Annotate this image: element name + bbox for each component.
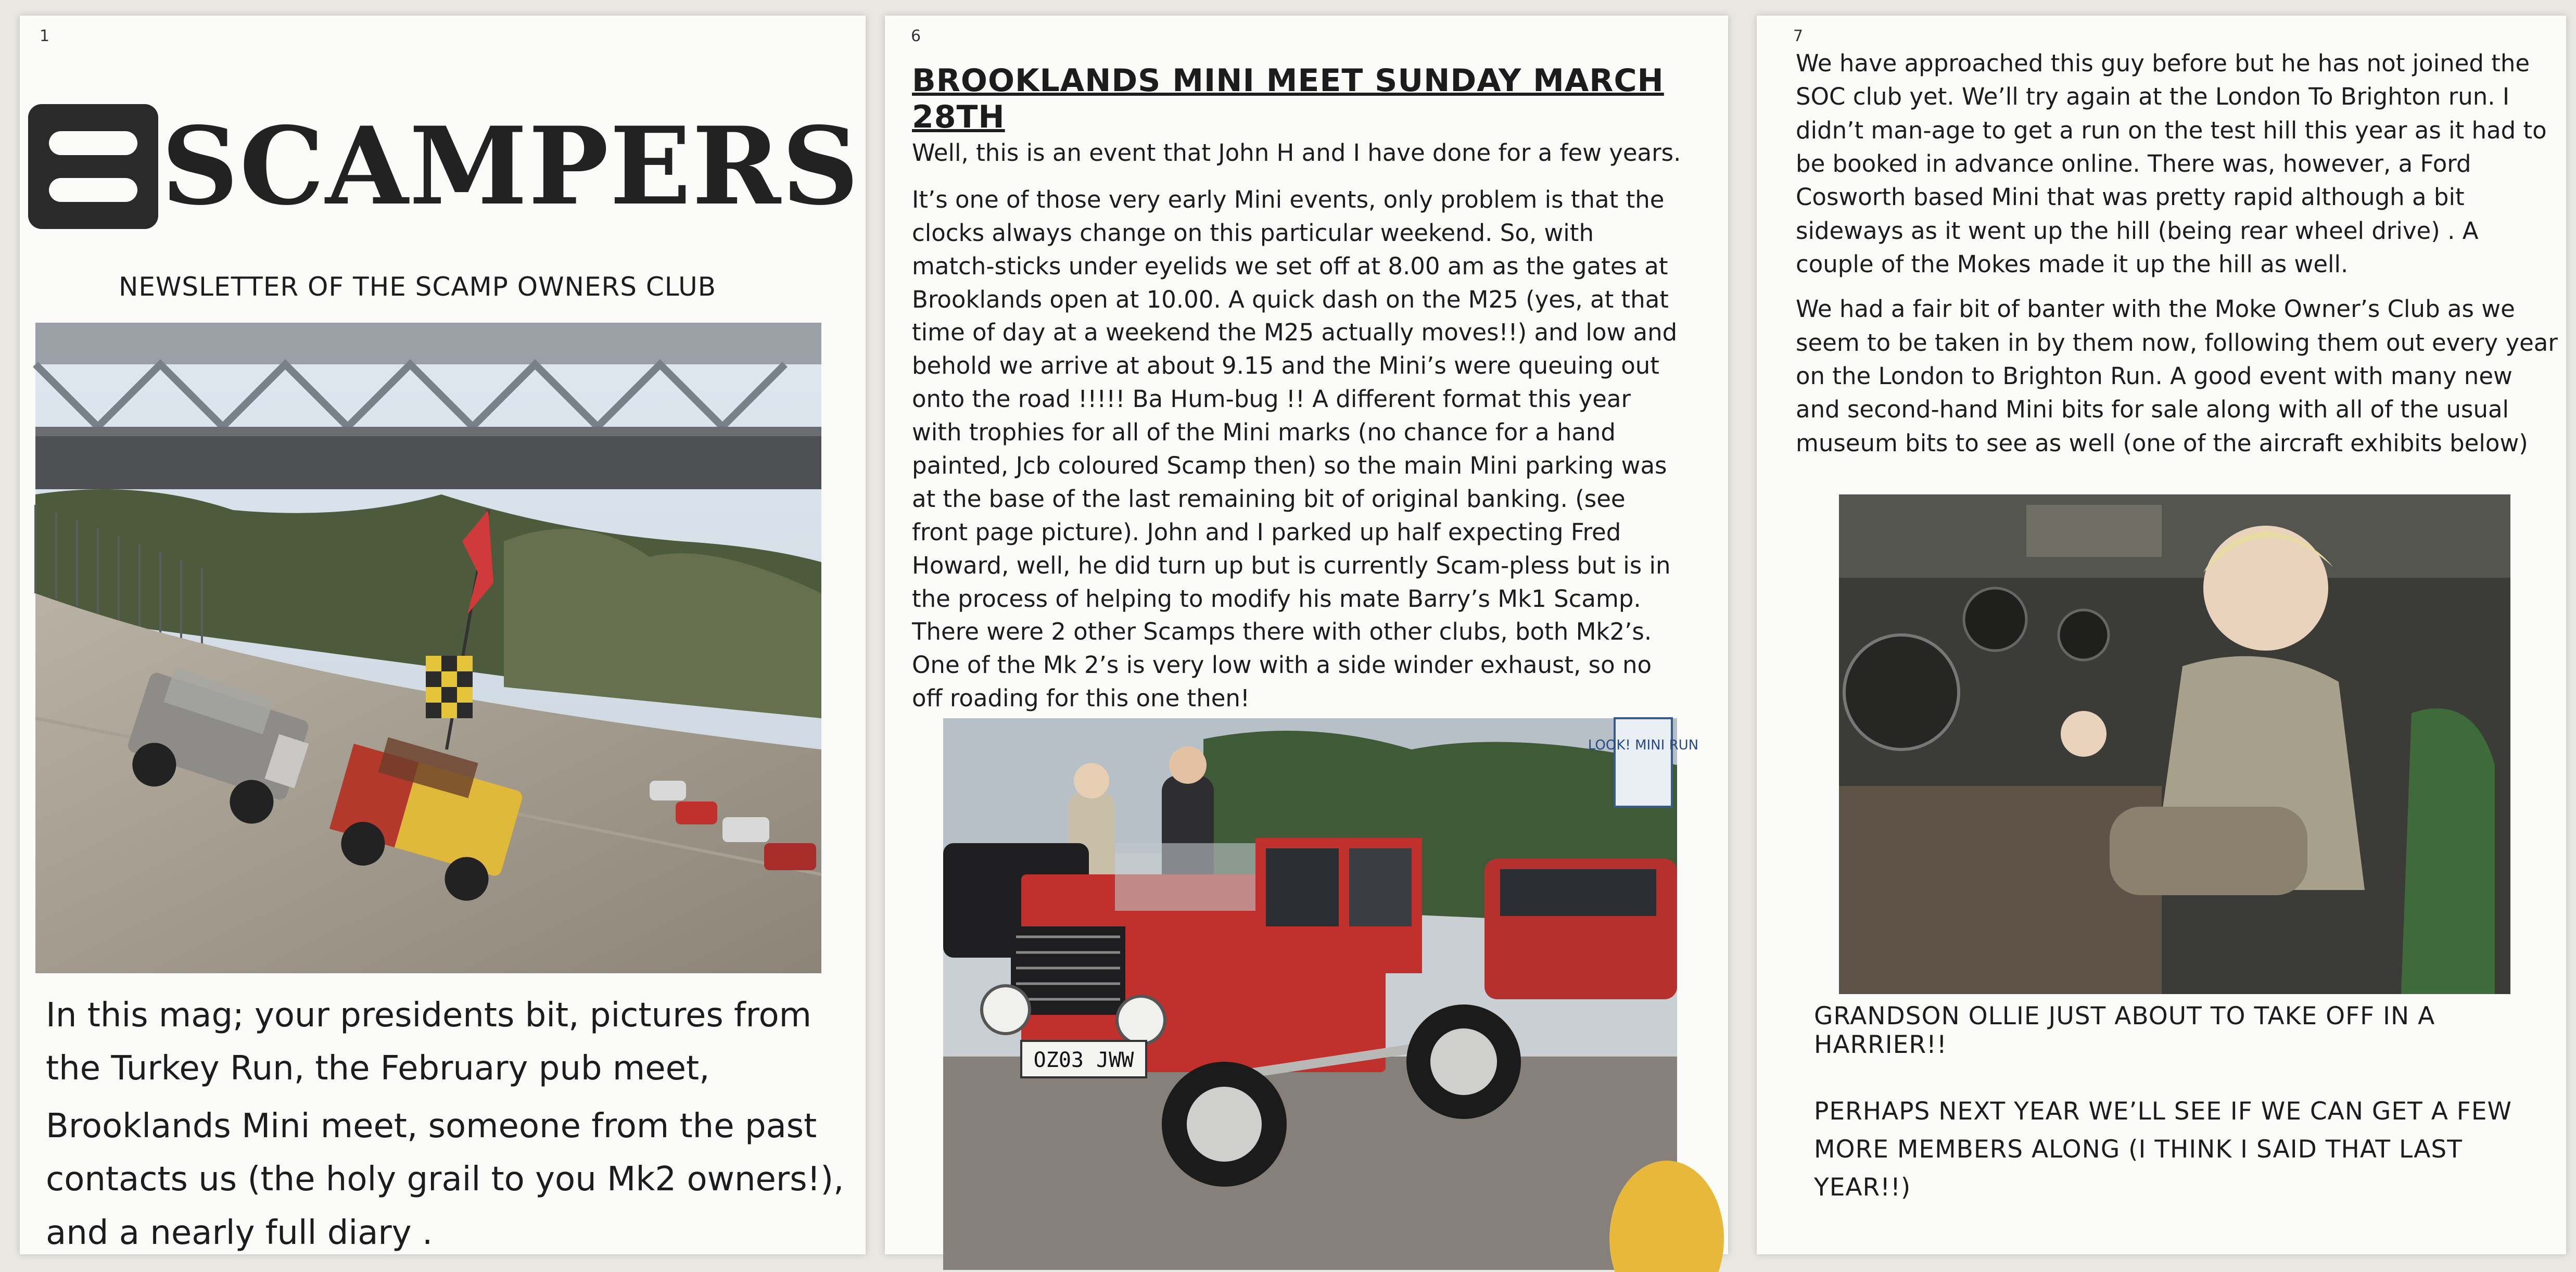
newsletter-page-1 <box>20 16 866 1254</box>
newsletter-page-7 <box>1757 16 2566 1254</box>
article-headline: BROOKLANDS MINI MEET SUNDAY MARCH 28TH <box>912 62 1664 135</box>
article-paragraph: We have approached this guy before but he has not joined the SOC club yet. We’ll try again at the London To Brighton run. I didn’t man-age to get a run on the test hill this year as it had to be booked in advance online. There was, however, a Ford Cosworth based Mini that was pretty rapid although a bit sideways as it went up the hill (being rear wheel drive) . A couple of the Mokes made it up the hill as well. <box>1796 49 2547 278</box>
scamp-logo-icon <box>28 104 158 229</box>
page-number: 7 <box>1793 27 1804 45</box>
page-number: 6 <box>911 27 921 45</box>
article-body-continued <box>1796 47 2561 472</box>
red-scamp-photo <box>943 718 1699 1270</box>
issue-contents-intro <box>46 989 847 1264</box>
brooklands-banking-photo <box>35 323 821 973</box>
intro-line: Brooklands Mini meet, someone from the past contacts us (the holy grail to you Mk2 owners!), and a nearly full diary . <box>46 1106 844 1252</box>
article-body <box>912 136 1682 729</box>
newsletter-page-6 <box>885 16 1728 1254</box>
intro-line: In this mag; your presidents bit, pictures from the Turkey Run, the February pub meet, <box>46 996 811 1088</box>
article-paragraph: It’s one of those very early Mini events, only problem is that the clocks always change on this particular weekend. So, with match-sticks under eyelids we set off at 8.00 am as the gates at Brooklands open at 10.00. A quick dash on the M25 (yes, at that time of day at a weekend the M25 actually moves!!) and low and behold we arrive at about 9.15 and the Mini’s were queuing out onto the road !!!!! Ba Hum-bug !! A different format this year with trophies for all of the Mini marks (no chance for a hand painted, Jcb coloured Scamp then) so the main Mini parking was at the base of the last remaining bit of original banking. (see front page picture). John and I parked up half expecting Fred Howard, well, he did turn up but is currently Scam-pless but is in the process of helping to modify his mate Barry’s Mk1 Scamp. There were 2 other Scamps there with other clubs, both Mk2’s. One of the Mk 2’s is very low with a side winder exhaust, so no off roading for this one then! <box>912 185 1678 713</box>
photo-sign-text: LOOK! MINI RUN <box>1588 737 1699 753</box>
article-paragraph: We had a fair bit of banter with the Moke Owner’s Club as we seem to be taken in by them now, following them out every year on the London to Brighton Run. A good event with many new and second-hand Mini bits for sale along with all of the usual museum bits to see as well (one of the aircraft exhibits below) <box>1796 295 2558 457</box>
scampers-logo <box>28 104 860 229</box>
logo-wordmark: SCAMPERS <box>161 104 860 229</box>
closing-note: PERHAPS NEXT YEAR WE’LL SEE IF WE CAN GET A FEW MORE MEMBERS ALONG (I THINK I SAID THAT LAST YEAR!!) <box>1814 1097 2512 1202</box>
article-paragraph: Well, this is an event that John H and I have done for a few years. <box>912 139 1681 167</box>
newsletter-subtitle: NEWSLETTER OF THE SCAMP OWNERS CLUB <box>119 272 717 302</box>
harrier-cockpit-photo <box>1839 494 2510 994</box>
photo-caption: GRANDSON OLLIE JUST ABOUT TO TAKE OFF IN A HARRIER!! <box>1814 1002 2435 1059</box>
page-number: 1 <box>40 27 50 45</box>
number-plate-text: OZ03 JWW <box>1033 1048 1134 1072</box>
